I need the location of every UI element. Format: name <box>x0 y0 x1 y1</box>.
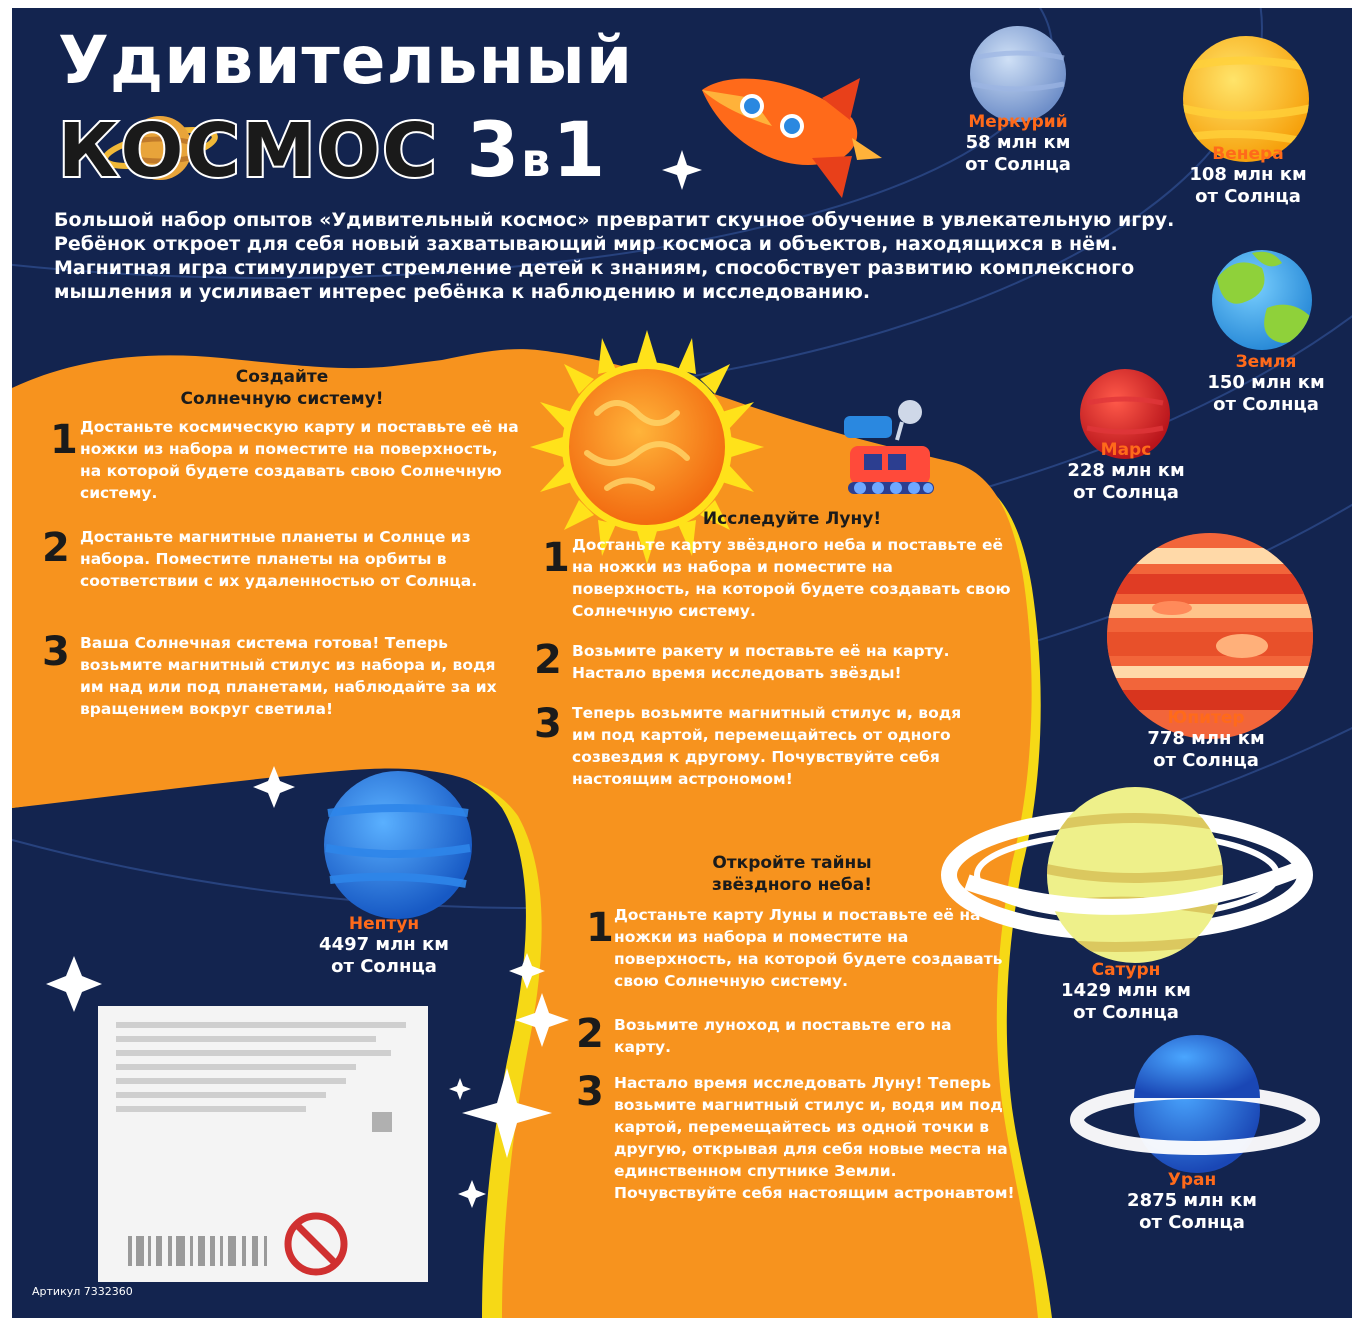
saturn-from-sun: от Солнца <box>1073 1002 1179 1023</box>
rover-illustration <box>844 400 934 494</box>
mars-from-sun: от Солнца <box>1073 482 1179 503</box>
planet-label-uranus <box>1082 1170 1302 1234</box>
jupiter-distance: 778 млн км <box>1147 728 1265 749</box>
solar-step-3-number: 3 <box>42 629 70 675</box>
stars-step-3-number: 3 <box>576 1069 604 1115</box>
title-three: 3 <box>466 105 522 194</box>
neptune-name: Нептун <box>348 914 420 934</box>
mars-name: Марс <box>1100 440 1152 460</box>
earth-name: Земля <box>1235 352 1297 372</box>
moon-heading-line-1: Исследуйте Луну! <box>702 509 882 529</box>
solar-step-1-number: 1 <box>50 417 78 463</box>
intro-paragraph: Большой набор опытов «Удивительный космос» превратит скучное обучение в увлекательную игру. Ребёнок откроет для себя новый захватывающий мир космоса и объектов, находящихся в нём. Магнитная игра стимулирует стремление детей к знаниям, способствует развитию комплексного мышления и усиливает интерес ребёнка к наблюдению и исследованию. <box>54 209 1175 303</box>
planet-label-neptune <box>274 914 494 978</box>
stars-step-1-text: Достаньте карту Луны и поставьте её на ножки из набора и поместите на поверхность, на которой будете создавать свою Солнечную систему. <box>614 906 1003 990</box>
stars-heading-line-2: звёздного неба! <box>711 875 873 895</box>
planet-label-mars <box>1016 440 1236 504</box>
box-panel <box>12 8 1352 1318</box>
stars-heading-line-1: Откройте тайны <box>712 853 872 873</box>
solar-step-2-number: 2 <box>42 525 70 571</box>
barcode-sticker <box>98 1006 428 1282</box>
solar-step-1-text: Достаньте космическую карту и поставьте её на ножки из набора и поместите на поверхность, на которой будете создавать свою Солнечную систему. <box>80 418 519 502</box>
jupiter-from-sun: от Солнца <box>1153 750 1259 771</box>
mercury-distance: 58 млн км <box>965 132 1071 153</box>
title-line-1: Удивительный <box>58 22 634 99</box>
stars-step-2-number: 2 <box>576 1011 604 1057</box>
mars-distance: 228 млн км <box>1067 460 1185 481</box>
moon-step-3-number: 3 <box>534 701 562 747</box>
solar-heading-line-2: Солнечную систему! <box>180 389 384 409</box>
title-one: 1 <box>552 105 608 194</box>
neptune-distance: 4497 млн км <box>319 934 449 955</box>
uranus-distance: 2875 млн км <box>1127 1190 1257 1211</box>
jupiter-name: Юпитер <box>1167 708 1245 728</box>
solar-heading-line-1: Создайте <box>235 367 329 387</box>
moon-step-1-number: 1 <box>542 535 570 581</box>
moon-step-3-text: Теперь возьмите магнитный стилус и, водя им под картой, перемещайтесь от одного созвездия к другому. Почувствуйте себя настоящим астрономом! <box>572 704 962 788</box>
solar-step-2-text: Достаньте магнитные планеты и Солнце из набора. Поместите планеты на орбиты в соответствии с их удаленностью от Солнца. <box>80 528 478 590</box>
mercury-name: Меркурий <box>968 112 1068 132</box>
article-number: Артикул 7332360 <box>32 1285 133 1298</box>
title-v: в <box>521 133 553 187</box>
earth-distance: 150 млн км <box>1207 372 1325 393</box>
solar-step-3-text: Ваша Солнечная система готова! Теперь возьмите магнитный стилус из набора и, водя им над или под планетами, наблюдайте за их вращением вокруг светила! <box>80 634 497 718</box>
title-line-2 <box>58 105 608 194</box>
title-kosmos: КОСМОС <box>58 108 439 194</box>
stars-step-1-number: 1 <box>586 905 614 951</box>
neptune-from-sun: от Солнца <box>331 956 437 977</box>
venus-name: Венера <box>1212 144 1284 164</box>
venus-distance: 108 млн км <box>1189 164 1307 185</box>
moon-heading <box>632 508 952 530</box>
venus-from-sun: от Солнца <box>1195 186 1301 207</box>
mercury-from-sun: от Солнца <box>965 154 1071 175</box>
planet-label-venus <box>1138 144 1352 208</box>
planet-label-saturn <box>1016 960 1236 1024</box>
stars-step-2-text: Возьмите луноход и поставьте его на карту. <box>614 1016 952 1056</box>
moon-step-2-text: Возьмите ракету и поставьте её на карту. Настало время исследовать звёзды! <box>572 642 950 682</box>
uranus-name: Уран <box>1167 1170 1217 1190</box>
rocket-illustration <box>702 78 882 198</box>
earth-from-sun: от Солнца <box>1213 394 1319 415</box>
solar-heading <box>122 366 442 410</box>
moon-step-1-text: Достаньте карту звёздного неба и поставьте её на ножки из набора и поместите на поверхность, на которой будете создавать свою Солнечную систему. <box>572 536 1011 620</box>
planet-label-mercury <box>908 112 1128 176</box>
uranus-from-sun: от Солнца <box>1139 1212 1245 1233</box>
saturn-name: Сатурн <box>1091 960 1161 980</box>
planet-label-earth <box>1156 352 1352 416</box>
planet-label-jupiter <box>1096 708 1316 772</box>
stars-step-3-text: Настало время исследовать Луну! Теперь возьмите магнитный стилус и, водя им под картой, перемещайтесь из одной точки в другую, открывая для себя новые места на единственном спутнике Земли. Почувствуйте себя настоящим астронавтом! <box>614 1074 1015 1202</box>
saturn-distance: 1429 млн км <box>1061 980 1191 1001</box>
stars-heading <box>632 852 952 896</box>
moon-step-2-number: 2 <box>534 637 562 683</box>
